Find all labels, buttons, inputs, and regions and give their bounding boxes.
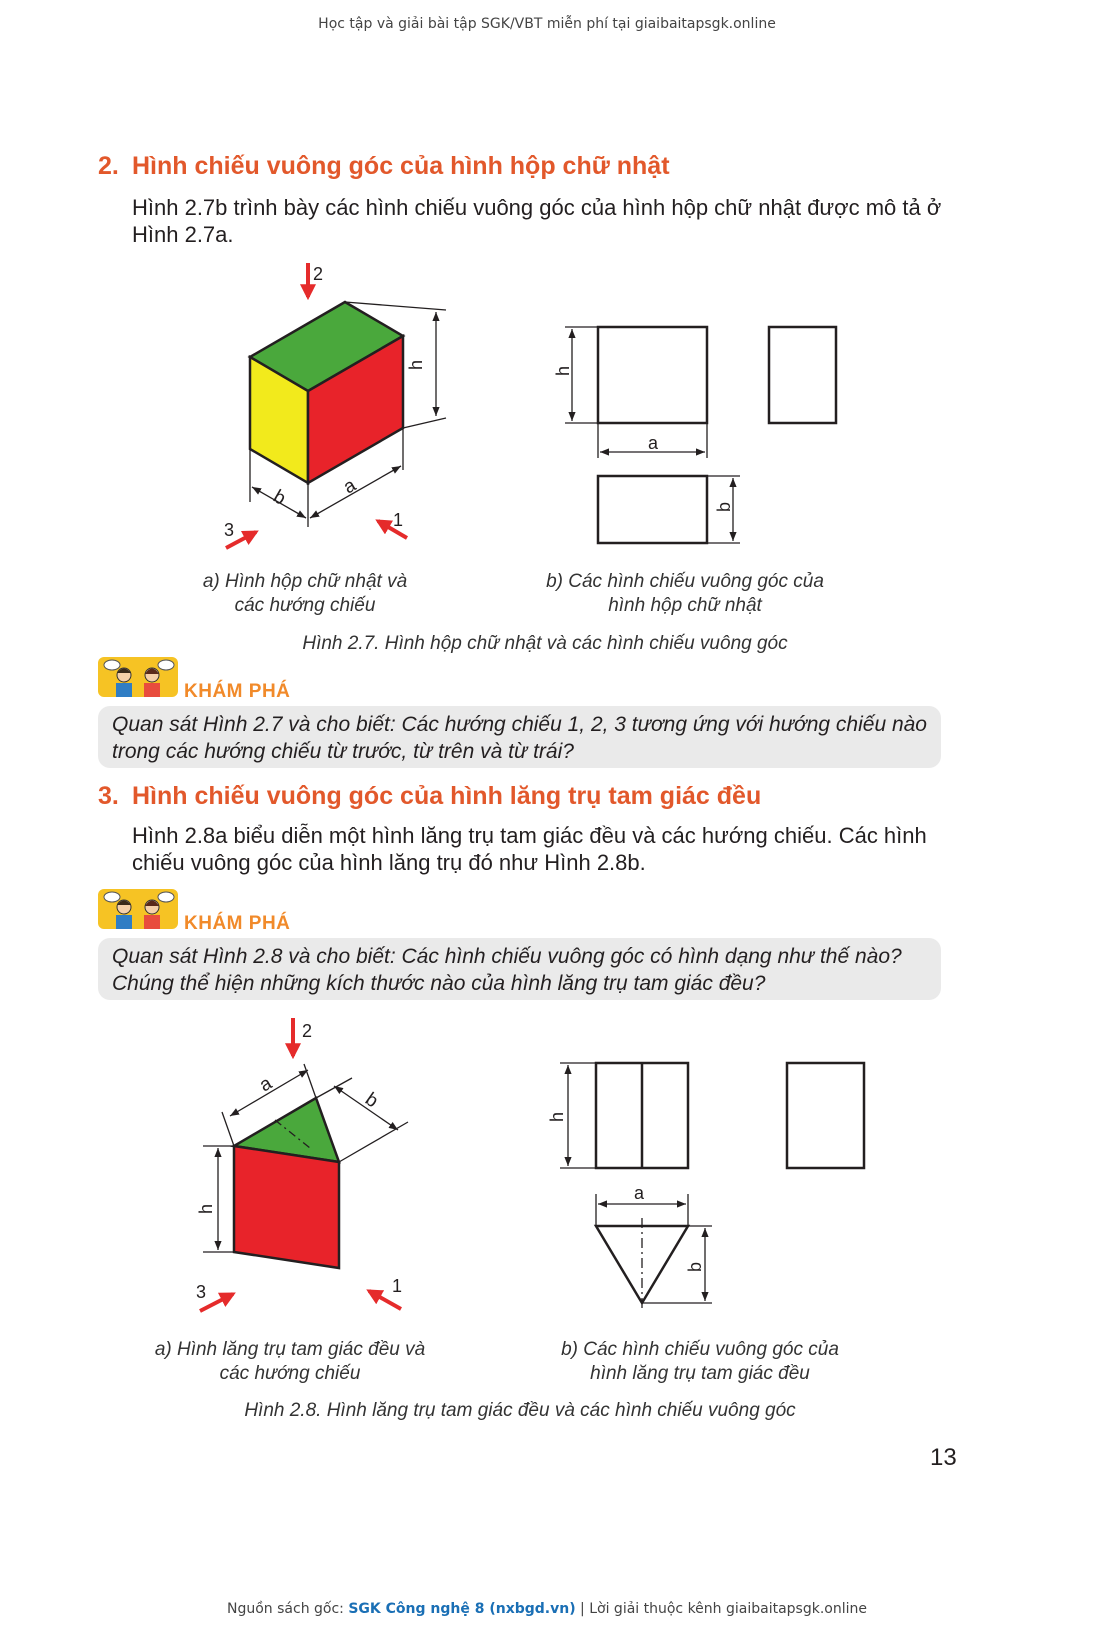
triangular-prism-3d (234, 1098, 339, 1268)
figure-2-7a-caption (180, 570, 430, 618)
figure-2-7b-caption-line1: b) Các hình chiếu vuông góc của (546, 571, 824, 592)
prism-direction-label-1: 1 (392, 1276, 403, 1296)
section-3-heading (98, 782, 761, 811)
section-2-paragraph-line2: Hình 2.7a. (132, 222, 234, 247)
rectangular-box-3d (250, 302, 403, 483)
figure-2-7-caption: Hình 2.7. Hình hộp chữ nhật và các hình chiếu vuông góc (302, 633, 788, 654)
figure-2-7b-caption (530, 570, 840, 618)
prism-label-a: a (256, 1072, 276, 1097)
top-view-rect (598, 476, 707, 543)
section-3-paragraph-line2: chiếu vuông góc của hình lăng trụ đó như Hình 2.8b. (132, 850, 646, 875)
footer-suffix: | Lời giải thuộc kênh giaibaitapsgk.online (575, 1601, 867, 1617)
explore-text-1-line1: Quan sát Hình 2.7 và cho biết: Các hướng chiếu 1, 2, 3 tương ứng với hướng chiếu nào (112, 713, 927, 736)
prism-proj-label-h: h (547, 1111, 567, 1122)
figure-2-8 (0, 1010, 1094, 1320)
direction-label-2: 2 (313, 264, 324, 284)
section-2-title: Hình chiếu vuông góc của hình hộp chữ nhật (132, 152, 670, 180)
prism-proj-label-a: a (634, 1183, 645, 1203)
section-2-heading (98, 152, 670, 181)
header-note: Học tập và giải bài tập SGK/VBT miễn phí tại giaibaitapsgk.online (318, 16, 776, 32)
section-3-title: Hình chiếu vuông góc của hình lăng trụ tam giác đều (132, 782, 762, 810)
page-number: 13 (930, 1444, 957, 1471)
figure-2-7a-caption-line1: a) Hình hộp chữ nhật và (202, 571, 408, 592)
prism-direction-label-3: 3 (196, 1282, 207, 1302)
section-2-paragraph (132, 194, 1032, 248)
prism-proj-label-b: b (685, 1261, 705, 1272)
section-3-paragraph-line1: Hình 2.8a biểu diễn một hình lăng trụ tam giác đều và các hướng chiếu. Các hình (132, 823, 927, 848)
explore-text-2-line1: Quan sát Hình 2.8 và cho biết: Các hình chiếu vuông góc có hình dạng như thế nào? (112, 945, 902, 968)
figure-2-8a-caption (140, 1338, 440, 1386)
explore-text-2 (112, 943, 938, 997)
figure-2-8-caption: Hình 2.8. Hình lăng trụ tam giác đều và các hình chiếu vuông góc (244, 1400, 796, 1421)
explore-label-2: KHÁM PHÁ (184, 913, 291, 934)
front-view-rect (598, 327, 707, 423)
footer-note (0, 1601, 1094, 1617)
figure-2-8b-caption (540, 1338, 860, 1386)
prism-side-view (787, 1063, 864, 1168)
figure-2-7 (0, 255, 1094, 565)
explore-text-1-line2: trong các hướng chiếu từ trước, từ trên và từ trái? (112, 740, 574, 763)
direction-label-1: 1 (393, 510, 404, 530)
figure-2-8a-caption-line1: a) Hình lăng trụ tam giác đều và (154, 1339, 426, 1360)
direction-label-3: 3 (224, 520, 235, 540)
students-icon-2 (98, 889, 180, 931)
prism-label-b: b (361, 1088, 382, 1113)
section-2-number: 2. (98, 152, 119, 180)
footer-source-link[interactable]: SGK Công nghệ 8 (nxbgd.vn) (348, 1601, 576, 1617)
footer-prefix: Nguồn sách gốc: (227, 1601, 349, 1617)
proj-label-h: h (553, 365, 573, 376)
proj-label-b: b (714, 501, 734, 512)
prism-direction-label-2: 2 (302, 1021, 313, 1041)
proj-label-a: a (648, 433, 659, 453)
figure-2-7a-caption-line2: các hướng chiếu (234, 595, 376, 616)
side-view-rect (769, 327, 836, 423)
explore-label-1: KHÁM PHÁ (184, 681, 291, 702)
section-2-paragraph-line1: Hình 2.7b trình bày các hình chiếu vuông góc của hình hộp chữ nhật được mô tả ở (132, 195, 942, 220)
figure-2-7b-caption-line2: hình hộp chữ nhật (608, 595, 762, 616)
explore-text-2-line2: Chúng thể hiện những kích thước nào của hình lăng trụ tam giác đều? (112, 972, 766, 995)
section-3-paragraph (132, 822, 1032, 876)
figure-2-8b-caption-line1: b) Các hình chiếu vuông góc của (561, 1339, 839, 1360)
box-label-b: b (269, 486, 290, 510)
figure-2-8a-caption-line2: các hướng chiếu (219, 1363, 361, 1384)
students-icon (98, 657, 180, 699)
figure-2-8b-caption-line2: hình lăng trụ tam giác đều (590, 1363, 810, 1384)
section-3-number: 3. (98, 782, 119, 810)
box-label-a: a (340, 474, 360, 499)
box-label-h: h (406, 359, 426, 370)
prism-label-h: h (196, 1203, 216, 1214)
explore-text-1 (112, 711, 938, 765)
prism-front-face (234, 1146, 339, 1268)
